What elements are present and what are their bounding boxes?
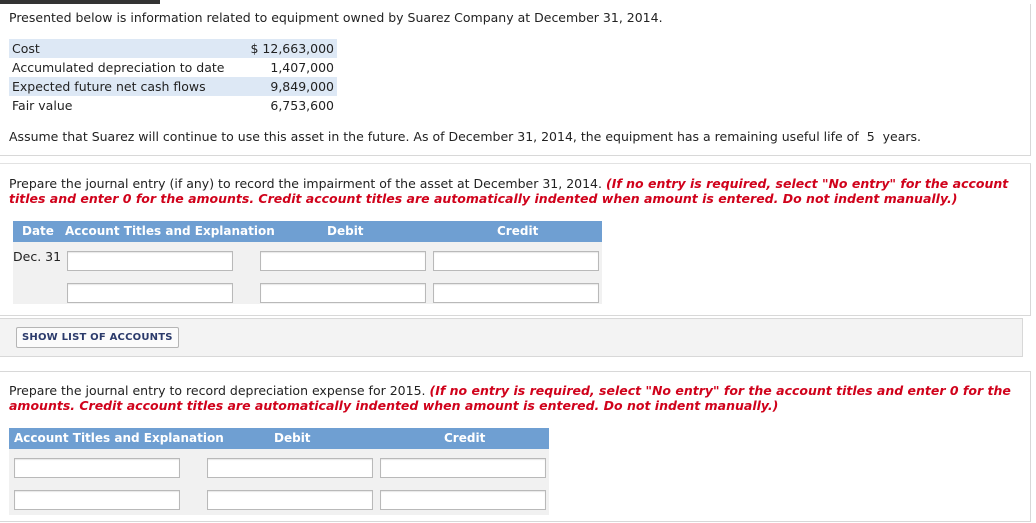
journal-header xyxy=(13,221,602,242)
account-title-input[interactable] xyxy=(67,251,233,271)
assumption-tail: years. xyxy=(882,129,922,144)
header-account: Account Titles and Explanation xyxy=(65,224,275,238)
debit-input[interactable] xyxy=(260,251,426,271)
credit-input[interactable] xyxy=(380,458,546,478)
info-row-fair-value xyxy=(9,96,337,115)
credit-input[interactable] xyxy=(433,251,599,271)
info-label: Cost xyxy=(9,39,233,58)
header-debit: Debit xyxy=(274,431,311,445)
assumption-text xyxy=(9,129,921,144)
info-value: 9,849,000 xyxy=(233,77,337,96)
prompt-text: Prepare the journal entry (if any) to record the impairment of the asset at December 31, 2014. xyxy=(9,176,602,191)
debit-input[interactable] xyxy=(260,283,426,303)
info-value: 6,753,600 xyxy=(270,98,334,113)
header-credit: Credit xyxy=(444,431,486,445)
header-debit: Debit xyxy=(327,224,364,238)
header-date: Date xyxy=(22,224,54,238)
debit-input[interactable] xyxy=(207,458,373,478)
info-row-accumulated-depreciation xyxy=(9,58,337,77)
useful-life-value: 5 xyxy=(866,129,875,144)
assumption-lead: Assume that Suarez will continue to use this asset in the future. As of December 31, 2014, the equipment has a remaining useful life of xyxy=(9,129,859,144)
info-label: Accumulated depreciation to date xyxy=(12,60,225,75)
debit-input[interactable] xyxy=(207,490,373,510)
credit-input[interactable] xyxy=(380,490,546,510)
account-title-input[interactable] xyxy=(67,283,233,303)
impairment-prompt xyxy=(9,176,1019,206)
entry-date: Dec. 31 xyxy=(13,249,62,264)
intro-text: Presented below is information related to equipment owned by Suarez Company at December 31, 2014. xyxy=(9,10,663,25)
info-row-cost xyxy=(9,39,337,58)
prompt-text: Prepare the journal entry to record depreciation expense for 2015. xyxy=(9,383,426,398)
header-credit: Credit xyxy=(497,224,539,238)
info-value: 1,407,000 xyxy=(270,60,334,75)
account-title-input[interactable] xyxy=(14,490,180,510)
accounts-button-panel xyxy=(0,318,1023,357)
journal-header xyxy=(9,428,549,449)
depreciation-prompt xyxy=(9,383,1019,413)
prompt-instructions: (If no entry is required, select "No entry" for the account titles and enter 0 for the amounts. Credit account titles are automatically indented when amount is entered. Do not indent manually.) xyxy=(9,176,1009,206)
equipment-info-table xyxy=(9,39,337,115)
info-label: Fair value xyxy=(12,98,73,113)
info-label: Expected future net cash flows xyxy=(9,77,233,96)
problem-info-panel xyxy=(0,4,1031,156)
info-value: $ 12,663,000 xyxy=(233,39,337,58)
account-title-input[interactable] xyxy=(14,458,180,478)
header-account: Account Titles and Explanation xyxy=(14,431,224,445)
show-list-of-accounts-button[interactable]: SHOW LIST OF ACCOUNTS xyxy=(16,327,179,348)
impairment-entry-panel xyxy=(0,163,1031,316)
depreciation-entry-panel xyxy=(0,371,1031,522)
prompt-instructions: (If no entry is required, select "No entry" for the account titles and enter 0 for the amounts. Credit account titles are automatically indented when amount is entered. Do not indent manually.) xyxy=(9,383,1011,413)
credit-input[interactable] xyxy=(433,283,599,303)
info-row-expected-cash-flows xyxy=(9,77,337,96)
